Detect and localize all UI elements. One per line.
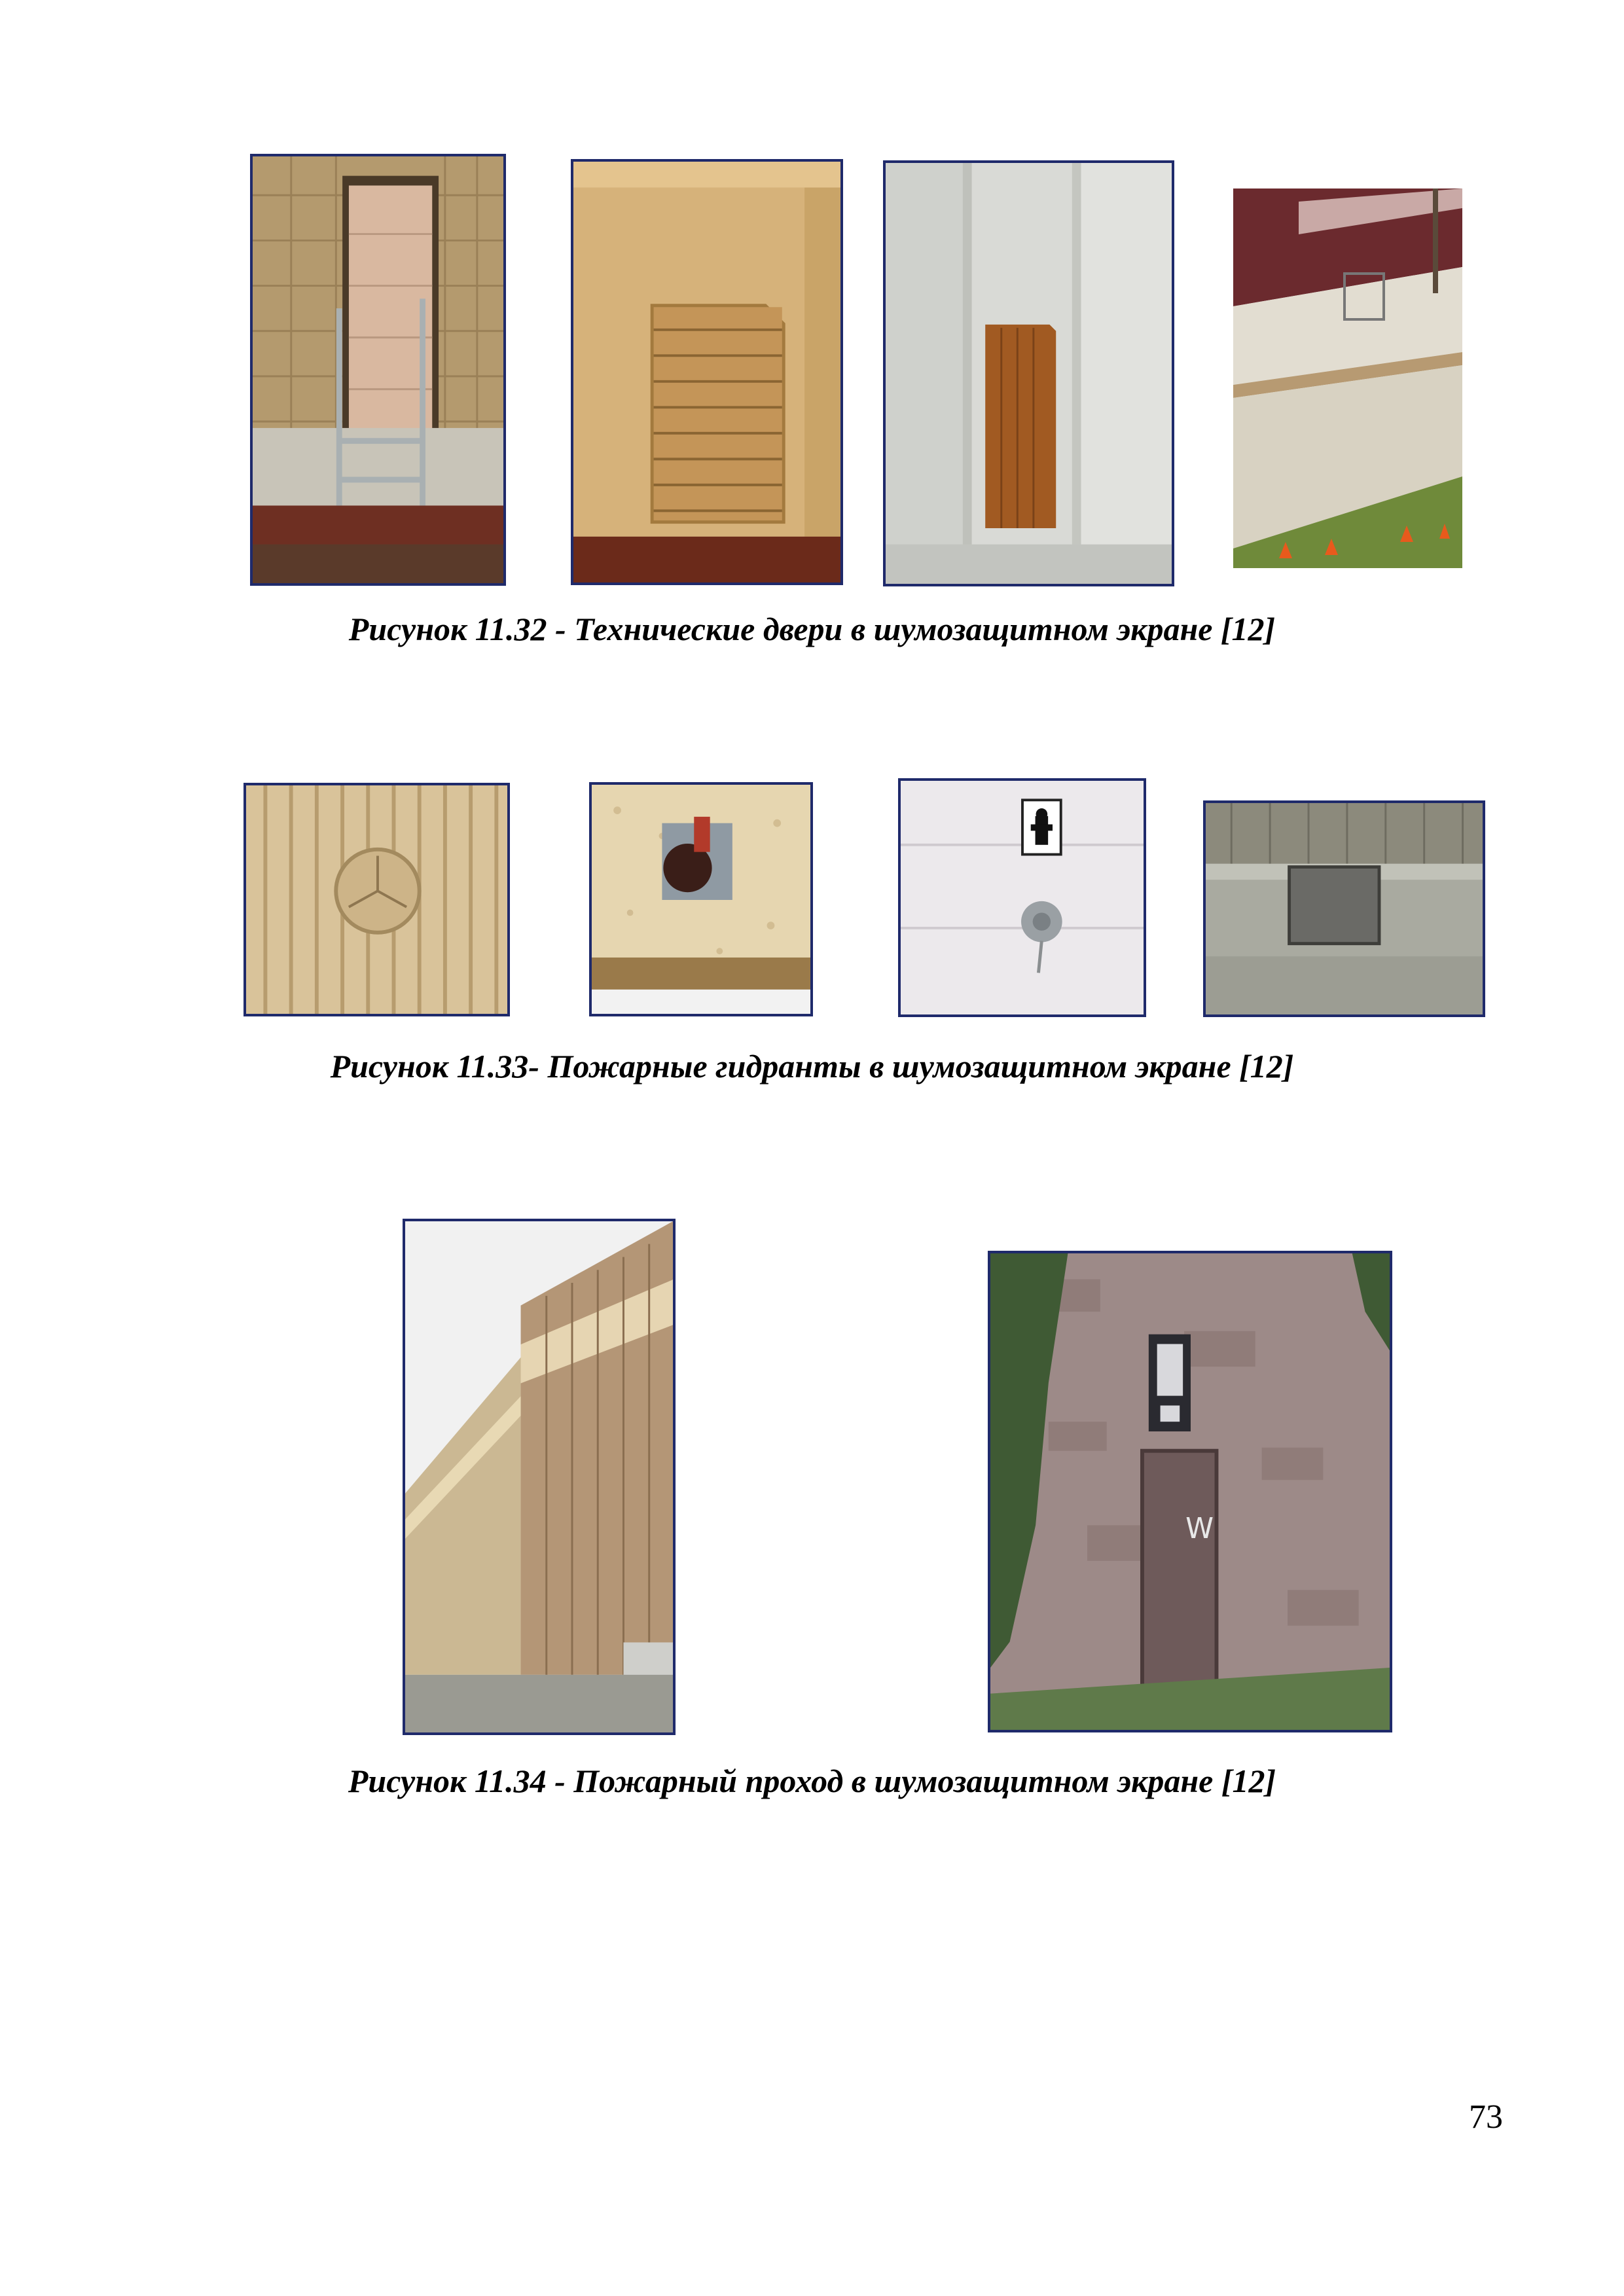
figure-caption-11-32: Рисунок 11.32 - Технические двери в шумозащитном экране [12]	[348, 611, 1276, 647]
photo-high-wall-with-cones	[1233, 188, 1462, 568]
photo-wooden-door-concrete-wall	[883, 160, 1174, 586]
figure-caption-11-34: Рисунок 11.34 - Пожарный проход в шумозащитном экране [12]	[348, 1763, 1276, 1799]
svg-text:W: W	[1185, 1513, 1214, 1546]
figure-caption-11-33: Рисунок 11.33- Пожарные гидранты в шумозащитном экране [12]	[330, 1048, 1294, 1085]
photo-tall-panel-wall-passage	[403, 1219, 676, 1735]
photo-door-stone-wall-ladder	[250, 154, 506, 586]
page-number: 73	[1469, 2098, 1503, 2136]
photo-wooden-hatch-wall	[571, 159, 843, 585]
photo-hydrant-sign-wall	[898, 778, 1146, 1017]
photo-round-hydrant-cover	[244, 783, 510, 1016]
photo-stone-wall-fire-passage-door	[988, 1251, 1392, 1732]
photo-hydrant-valve-plate	[589, 782, 813, 1016]
photo-hydrant-hatch-concrete	[1203, 800, 1485, 1017]
